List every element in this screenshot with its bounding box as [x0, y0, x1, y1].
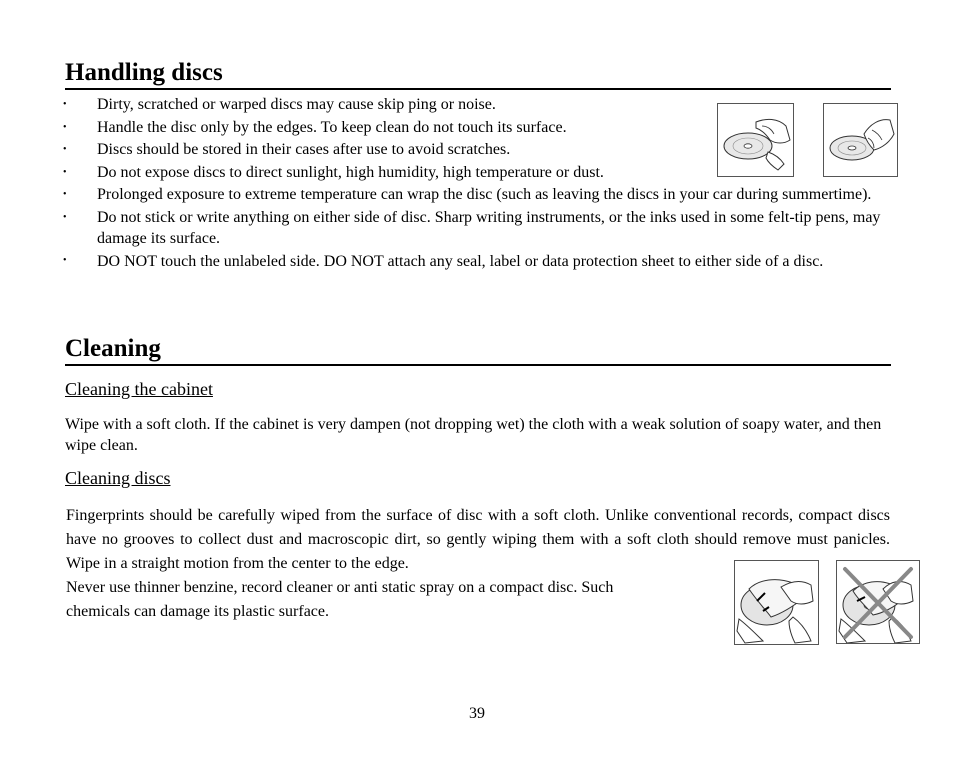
cleaning-discs-text: Fingerprints should be carefully wiped from the surface of disc with a soft cloth. Unlike conventional records, compact discs have no grooves to collect dust and macroscopic dirt, so gently wiping them with a soft cloth should remove must panicles. Wipe in a straight motion from the center to the edge.	[66, 507, 890, 572]
bullet-text: Discs should be stored in their cases after use to avoid scratches.	[97, 141, 511, 158]
page-number: 39	[469, 705, 485, 722]
disc-held-by-hand-illustration	[823, 103, 898, 177]
section-title-handling-discs: Handling discs	[65, 58, 891, 90]
list-item	[63, 184, 893, 205]
cleaning-cabinet-text: Wipe with a soft cloth. If the cabinet is very dampen (not dropping wet) the cloth with a weak solution of soapy water, and then wipe clean.	[65, 416, 882, 454]
bullet-text: Do not stick or write anything on either side of disc. Sharp writing instruments, or the inks used in some felt-tip pens, may damage its surface.	[97, 208, 881, 247]
section-title-cleaning: Cleaning	[65, 334, 891, 366]
list-item	[63, 207, 893, 249]
bullet-text: Do not expose discs to direct sunlight, high humidity, high temperature or dust.	[97, 163, 604, 181]
subheading-cleaning-discs: Cleaning discs	[65, 468, 171, 488]
bullet-icon: •	[63, 99, 67, 110]
bullet-icon: •	[63, 189, 67, 200]
list-item	[63, 139, 697, 160]
cleaning-discs-warning-text: Never use thinner benzine, record cleaner or anti static spray on a compact disc. Such chemicals can damage its plastic surface.	[66, 579, 614, 620]
bullet-text: Dirty, scratched or warped discs may cause skip ping or noise.	[97, 96, 496, 113]
bullet-icon: •	[63, 166, 67, 178]
bullet-icon: •	[63, 121, 67, 133]
bullet-icon: •	[63, 211, 67, 223]
list-item	[63, 117, 697, 138]
list-item	[63, 162, 697, 183]
bullet-icon: •	[63, 255, 67, 266]
list-item	[63, 250, 893, 274]
bullet-text: Handle the disc only by the edges. To keep clean do not touch its surface.	[97, 118, 567, 136]
subheading-cleaning-cabinet: Cleaning the cabinet	[65, 379, 213, 399]
disc-held-by-edges-illustration	[717, 103, 794, 177]
bullet-text: Prolonged exposure to extreme temperature can wrap the disc (such as leaving the discs in your car during summertime).	[97, 186, 872, 203]
disc-wipe-center-to-edge-illustration	[734, 560, 819, 645]
bullet-text: DO NOT touch the unlabeled side. DO NOT attach any seal, label or data protection sheet to either side of a disc.	[97, 253, 824, 270]
bullet-icon: •	[63, 144, 67, 155]
list-item	[63, 94, 697, 115]
disc-wipe-circular-wrong-illustration	[836, 560, 920, 644]
